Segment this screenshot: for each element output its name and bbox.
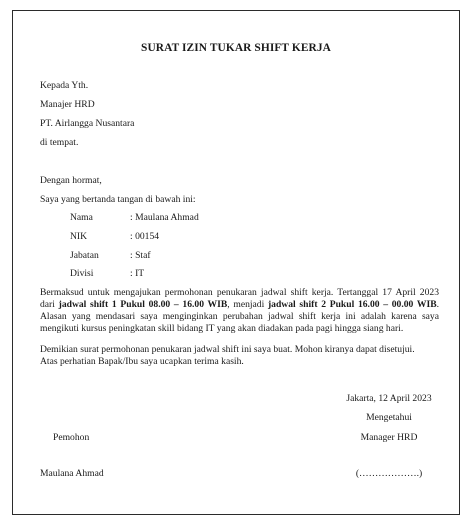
identity-value: : Maulana Ahmad — [130, 212, 199, 223]
body1-line-4: mengikuti kursus peningkatan skill bidang IT yang akan diadakan pada pagi hingga siang hari. — [40, 323, 404, 334]
identity-value: : 00154 — [130, 231, 160, 242]
recipient-line-3: PT. Airlangga Nusantara — [40, 118, 135, 129]
identity-label: Divisi — [70, 268, 94, 279]
identity-value: : IT — [130, 268, 145, 279]
manager-label: Manager HRD — [360, 432, 418, 443]
identity-value: : Staf — [130, 250, 151, 261]
letter-document — [12, 10, 460, 515]
body2-line-2: Atas perhatian Bapak/Ibu saya ucapkan terima kasih. — [40, 356, 244, 367]
acknowledged-label: Mengetahui — [366, 412, 412, 423]
body1-line-2 — [40, 299, 439, 311]
recipient-line-1: Kepada Yth. — [40, 80, 89, 91]
recipient-line-4: di tempat. — [40, 137, 79, 148]
body1-text: . — [436, 299, 439, 310]
shift-1-schedule: jadwal shift 1 Pukul 08.00 – 16.00 WIB — [58, 299, 228, 310]
body1-text: , menjadi — [227, 299, 268, 310]
recipient-line-2: Manajer HRD — [40, 99, 95, 110]
shift-2-schedule: jadwal shift 2 Pukul 16.00 – 00.00 WIB — [267, 299, 437, 310]
identity-label: NIK — [70, 231, 88, 242]
greeting: Dengan hormat, — [40, 175, 102, 186]
identity-label: Nama — [70, 212, 93, 223]
body1-line-3: Alasan yang mendasari saya menginginkan perubahan jadwal shift kerja ini adalah karena saya — [40, 311, 439, 322]
body2-line-1: Demikian surat permohonan penukaran jadwal shift ini saya buat. Mohon kiranya dapat disetujui. — [40, 344, 415, 355]
body1-text: dari — [40, 299, 59, 310]
body1-line-1: Bermaksud untuk mengajukan permohonan penukaran jadwal shift kerja. Tertanggal 17 April 2023 — [40, 287, 439, 298]
place-date: Jakarta, 12 April 2023 — [346, 393, 432, 404]
identity-label: Jabatan — [70, 250, 99, 261]
intro-text: Saya yang bertanda tangan di bawah ini: — [40, 194, 196, 205]
applicant-label: Pemohon — [53, 432, 90, 443]
applicant-name: Maulana Ahmad — [40, 468, 104, 479]
letter-title: SURAT IZIN TUKAR SHIFT KERJA — [141, 42, 331, 54]
manager-signature-placeholder: (……………….) — [355, 468, 423, 479]
